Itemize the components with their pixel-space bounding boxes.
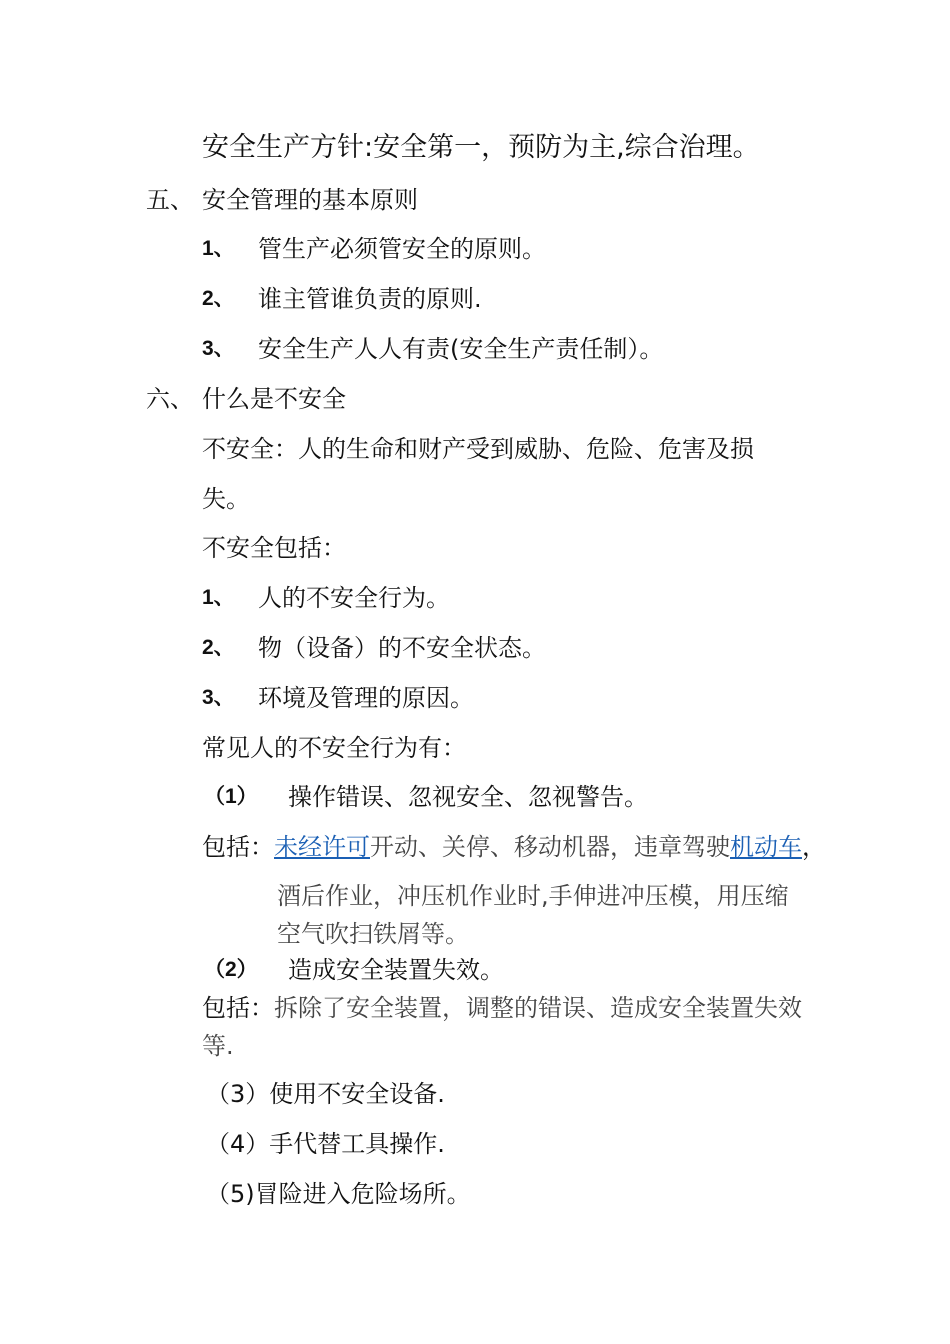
unsafe-item3-text: 环境及管理的原因。 (258, 684, 474, 712)
link-unauthorized[interactable]: 未经许可 (274, 833, 370, 861)
behavior1-includes-label: 包括： (202, 833, 274, 861)
unsafe-item1-text: 人的不安全行为。 (258, 584, 450, 612)
behavior1-text: 操作错误、忽视安全、忽视警告。 (288, 783, 648, 811)
behaviors-label: 常见人的不安全行为有： (202, 734, 466, 762)
section5-item3-number: 3、 (202, 337, 235, 360)
unsafe-item2-text: 物（设备）的不安全状态。 (258, 634, 546, 662)
unsafe-definition-line2: 失。 (202, 485, 250, 513)
behavior1-includes-mid: 开动、关停、移动机器，违章驾驶 (370, 833, 730, 861)
unsafe-includes-label: 不安全包括： (202, 534, 346, 562)
section5-item2-text: 谁主管谁负责的原则. (258, 285, 482, 313)
behavior4: （4）手代替工具操作. (206, 1130, 445, 1158)
section6-title: 什么是不安全 (202, 385, 346, 413)
behavior2-number: （2） (204, 958, 258, 981)
section6-number: 六、 (146, 385, 194, 413)
behavior1-number: （1） (204, 785, 258, 808)
behavior2-includes-text: 拆除了安全装置，调整的错误、造成安全装置失效 (274, 994, 802, 1022)
unsafe-item2-number: 2、 (202, 636, 235, 659)
link-motor-vehicle[interactable]: 机动车 (730, 833, 802, 861)
behavior1-includes-comma: ， (802, 833, 826, 861)
unsafe-item3-number: 3、 (202, 686, 235, 709)
section5-item3-text: 安全生产人人有责(安全生产责任制）。 (258, 335, 664, 363)
section5-number: 五、 (146, 186, 194, 214)
behavior1-includes-line2: 酒后作业，冲压机作业时,手伸进冲压模，用压缩 (277, 882, 789, 910)
behavior2-includes-line1 (202, 992, 802, 1024)
section5-item1-text: 管生产必须管安全的原则。 (258, 235, 546, 263)
policy-line: 安全生产方针:安全第一，预防为主,综合治理。 (202, 132, 760, 163)
behavior2-includes-line2: 等. (202, 1032, 234, 1060)
behavior2-text: 造成安全装置失效。 (288, 956, 504, 984)
behavior1-includes-line3: 空气吹扫铁屑等。 (277, 920, 469, 948)
section5-item1-number: 1、 (202, 237, 235, 260)
behavior3: （3）使用不安全设备. (206, 1080, 445, 1108)
section5-title: 安全管理的基本原则 (202, 186, 418, 214)
behavior1-includes-line1 (202, 831, 826, 863)
behavior5: （5)冒险进入危险场所。 (206, 1180, 471, 1208)
behavior2-includes-label: 包括： (202, 994, 274, 1022)
section5-item2-number: 2、 (202, 287, 235, 310)
unsafe-definition-line1: 不安全：人的生命和财产受到威胁、危险、危害及损 (202, 435, 754, 463)
unsafe-item1-number: 1、 (202, 586, 235, 609)
